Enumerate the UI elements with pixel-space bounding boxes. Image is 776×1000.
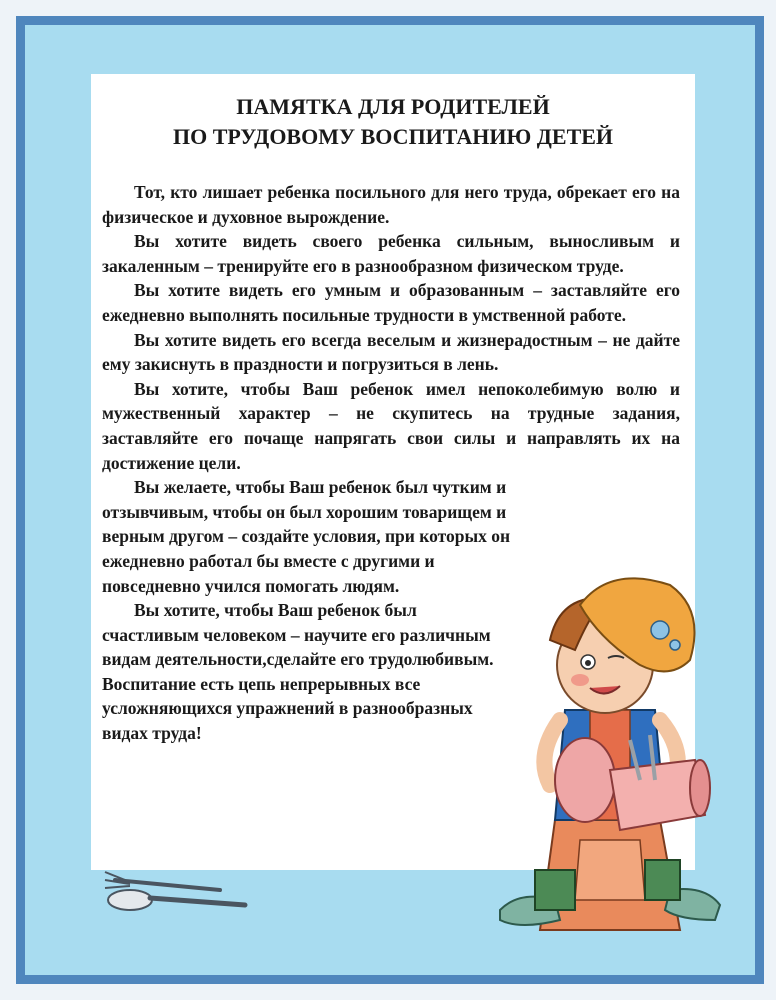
boy-with-pot-hat-illustration bbox=[480, 570, 730, 950]
paragraph-7: Вы хотите, чтобы Ваш ребенок был счастливым человеком – научите его различным видам деятельности,сделайте его трудолюбивым. Воспитание есть цепь непрерывных все усложняющихся упражнений в разнообразных видах труда! bbox=[102, 600, 494, 744]
paragraph-4: Вы хотите видеть его всегда веселым и жизнерадостным – не дайте ему закиснуть в праздности и погрузиться в лень. bbox=[102, 329, 680, 375]
paragraph-5: Вы хотите, чтобы Ваш ребенок имел непоколебимую волю и мужественный характер – не скупитесь на трудные задания, заставляйте его почаще напрягать свои силы и направлять их на достижение цели. bbox=[102, 378, 680, 473]
spoon-fork-illustration bbox=[100, 860, 260, 920]
paragraph-6: Вы желаете, чтобы Ваш ребенок был чутким и отзывчивым, чтобы он был хорошим товарищем и верным другом – создайте условия, при которых он ежедневно работал бы вместе с другими и повседневно учился помогать людям. bbox=[102, 477, 511, 596]
paragraph-2: Вы хотите видеть своего ребенка сильным, выносливым и закаленным – тренируйте его в разнообразном физическом труде. bbox=[102, 231, 680, 276]
title-line-2: ПО ТРУДОВОМУ ВОСПИТАНИЮ ДЕТЕЙ bbox=[172, 124, 614, 149]
paragraph-1: Тот, кто лишает ребенка посильного для него труда, обрекает его на физическое и духовное вырождение. bbox=[102, 182, 680, 227]
page-title bbox=[91, 92, 695, 152]
paragraph-3: Вы хотите видеть его умным и образованным – заставляйте его ежедневно выполнять посильные трудности в умственной работе. bbox=[102, 280, 680, 325]
title-line-1: ПАМЯТКА ДЛЯ РОДИТЕЛЕЙ bbox=[236, 94, 550, 119]
